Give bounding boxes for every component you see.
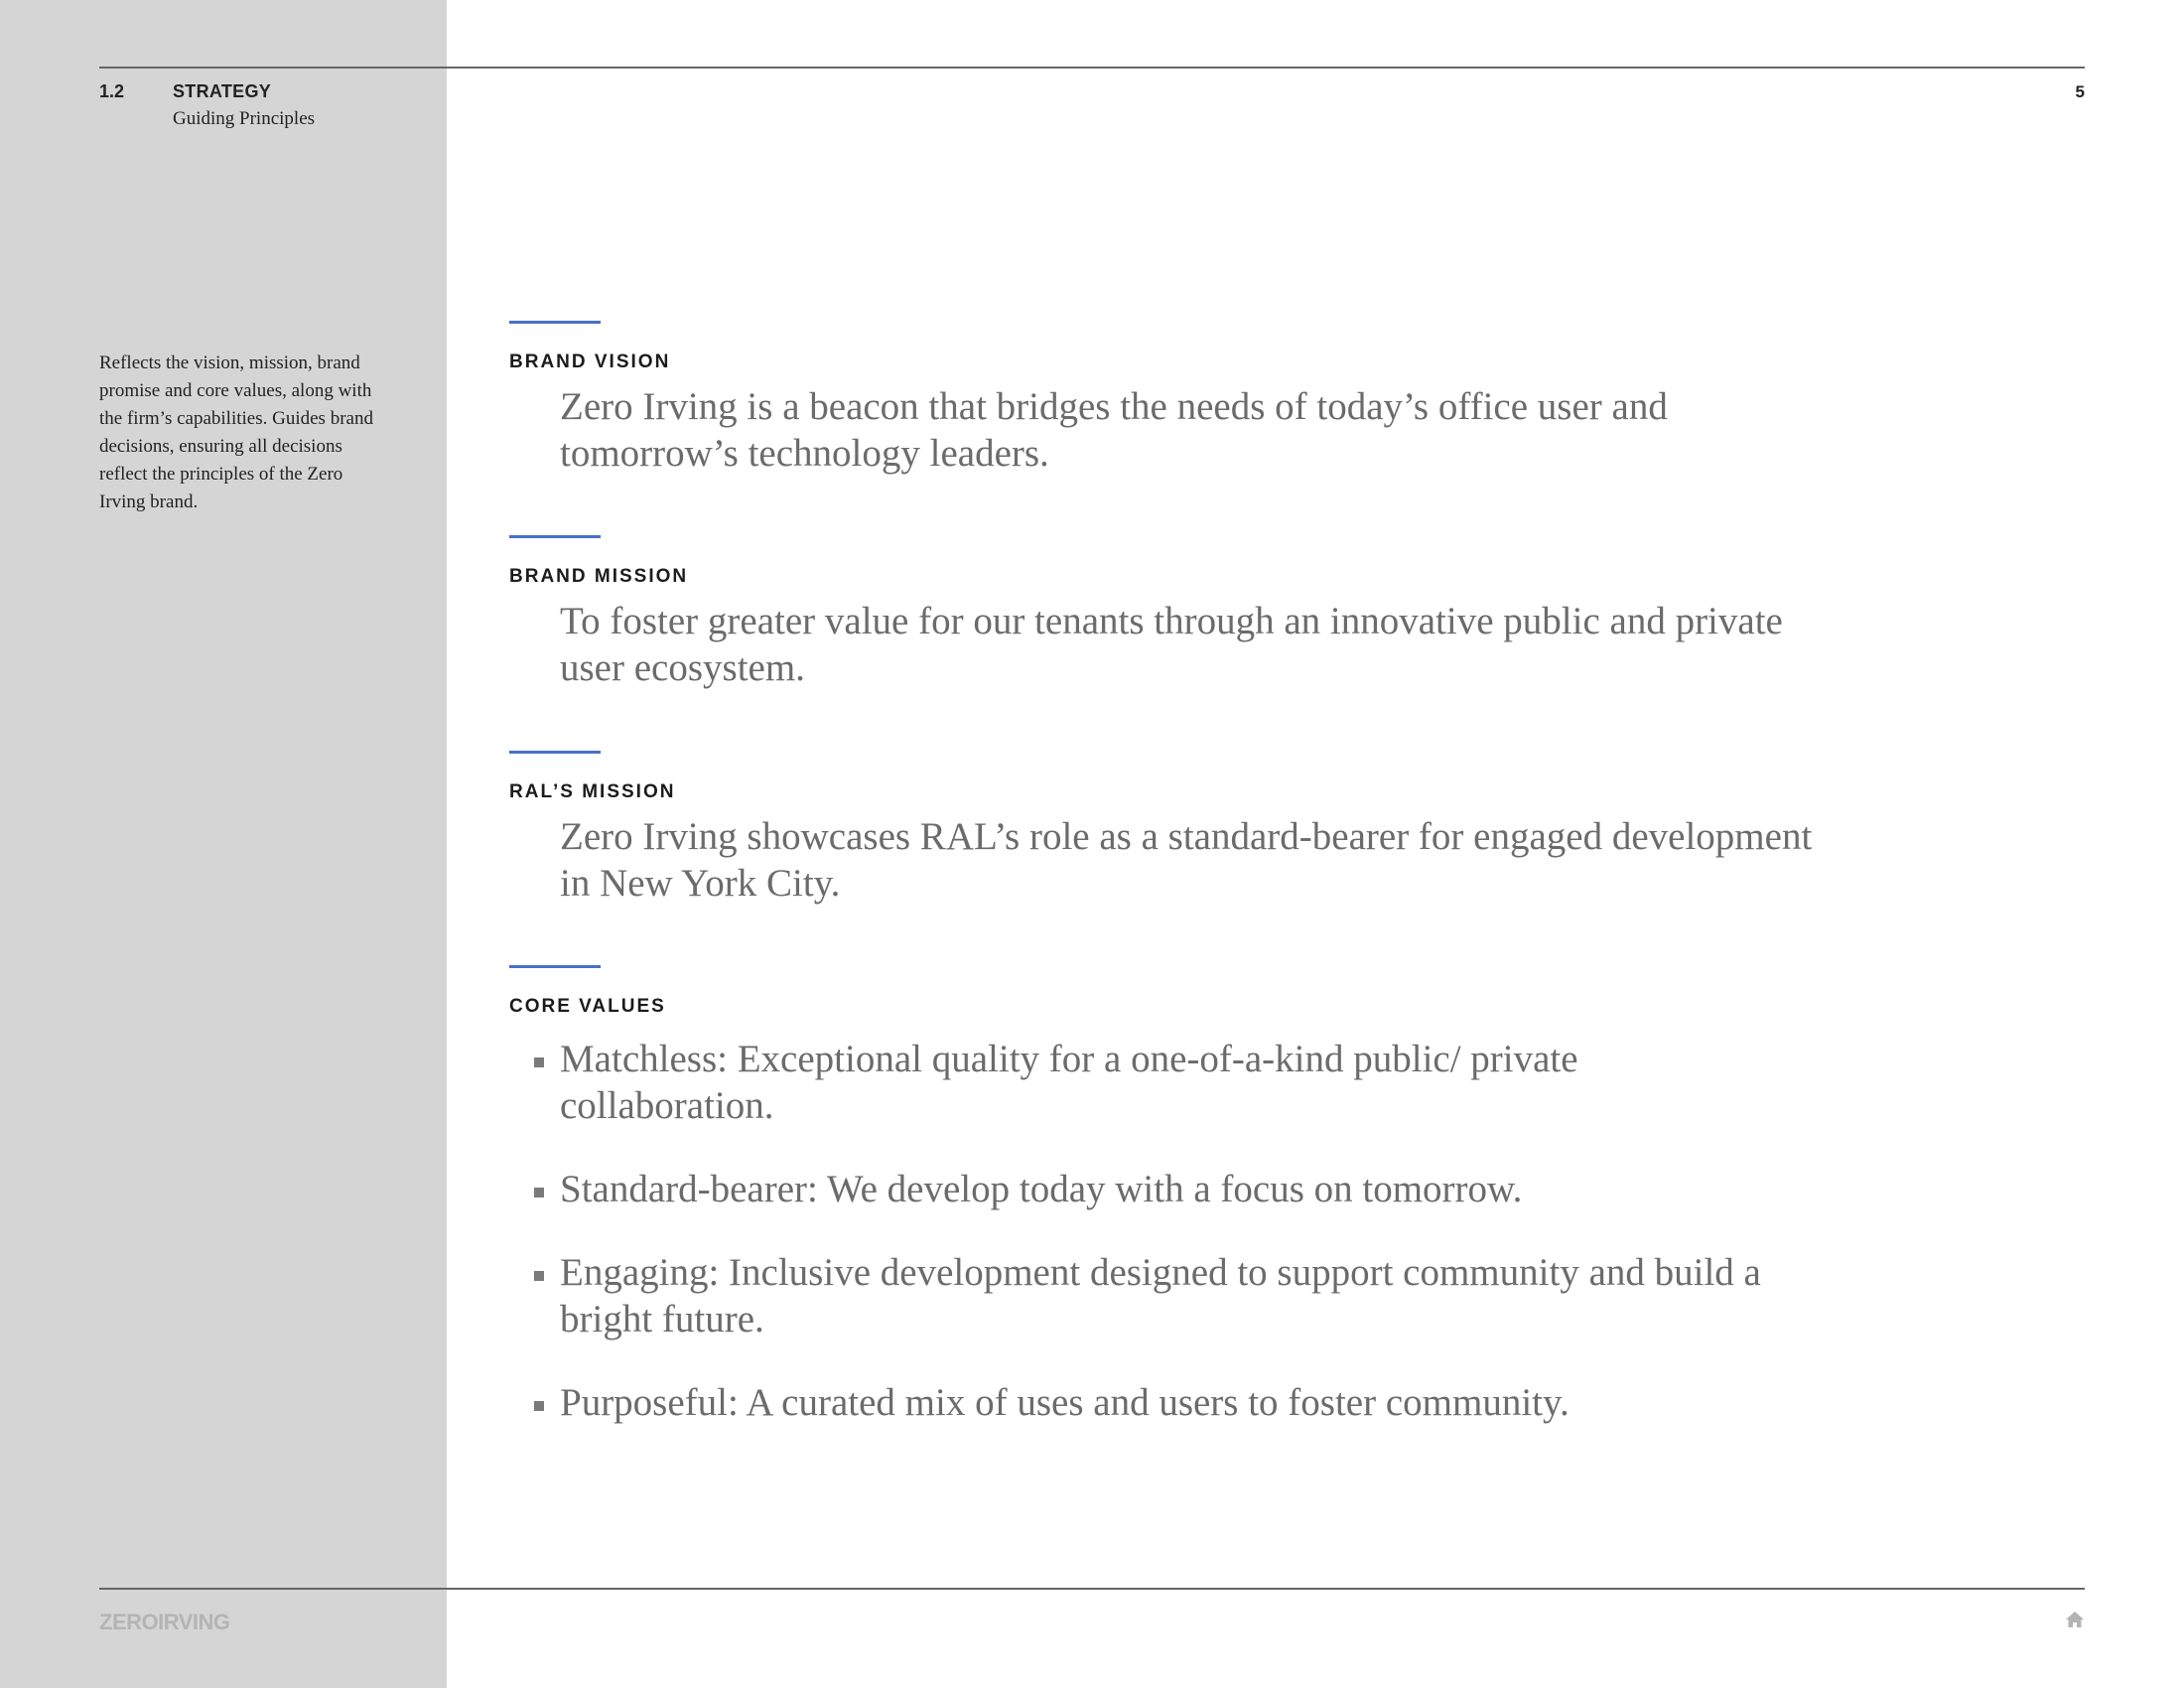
accent-rule bbox=[509, 321, 601, 324]
section-subtitle: Guiding Principles bbox=[173, 108, 316, 129]
section-label: RAL’S MISSION bbox=[509, 781, 676, 802]
ral-mission-section bbox=[509, 751, 1831, 907]
home-icon[interactable] bbox=[2065, 1611, 2085, 1628]
bullet-icon bbox=[534, 1188, 544, 1197]
page-number: 5 bbox=[2075, 82, 2085, 101]
value-text: Engaging: Inclusive development designed to support community and build a bright future. bbox=[560, 1251, 1761, 1340]
list-item bbox=[509, 1166, 1780, 1212]
accent-rule bbox=[509, 751, 601, 754]
brand-vision-section bbox=[509, 321, 1831, 477]
list-item bbox=[509, 1249, 1780, 1342]
section-statement: Zero Irving showcases RAL’s role as a standard-bearer for engaged development in New York City. bbox=[560, 815, 1813, 905]
value-text: Standard-bearer: We develop today with a focus on tomorrow. bbox=[560, 1168, 1523, 1210]
section-number: 1.2 bbox=[99, 81, 125, 101]
list-item bbox=[509, 1379, 1780, 1426]
footer-rule bbox=[99, 1588, 2085, 1590]
section-label: BRAND VISION bbox=[509, 352, 671, 372]
header-rule bbox=[99, 67, 2085, 69]
brand-mission-section bbox=[509, 535, 1831, 691]
value-text: Purposeful: A curated mix of uses and users to foster community. bbox=[560, 1381, 1570, 1424]
accent-rule bbox=[509, 965, 601, 968]
core-values-list bbox=[509, 1036, 1780, 1426]
list-item bbox=[509, 1036, 1780, 1129]
bullet-icon bbox=[534, 1401, 544, 1411]
sidebar-panel bbox=[0, 0, 447, 1688]
section-title: STRATEGY bbox=[173, 81, 272, 101]
bullet-icon bbox=[534, 1271, 544, 1281]
accent-rule bbox=[509, 535, 601, 538]
section-statement: Zero Irving is a beacon that bridges the needs of today’s office user and tomorrow’s technology leaders. bbox=[560, 385, 1668, 475]
core-values-section bbox=[509, 965, 1780, 1463]
sidebar-description: Reflects the vision, mission, brand promise and core values, along with the firm’s capabilities. Guides brand decisions, ensuring all decisions reflect the principles of the Zero Irving brand. bbox=[99, 352, 373, 512]
section-statement: To foster greater value for our tenants through an innovative public and private user ecosystem. bbox=[560, 600, 1783, 689]
section-label: BRAND MISSION bbox=[509, 566, 689, 587]
value-text: Matchless: Exceptional quality for a one-of-a-kind public/ private collaboration. bbox=[560, 1038, 1578, 1127]
zero-irving-logo: ZEROIRVING bbox=[99, 1610, 230, 1634]
section-label: CORE VALUES bbox=[509, 996, 666, 1017]
bullet-icon bbox=[534, 1057, 544, 1067]
